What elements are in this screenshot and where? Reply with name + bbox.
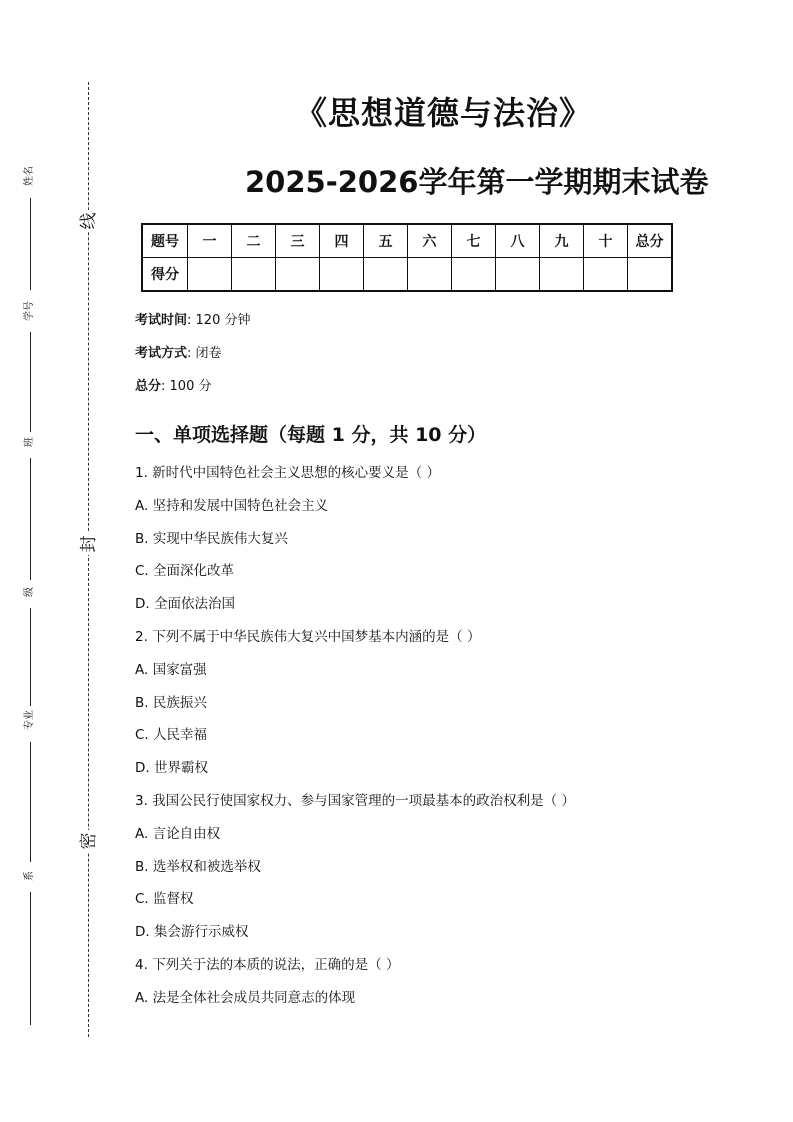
answer-option[interactable]: C. 全面深化改革 — [135, 563, 235, 580]
department-label: 系 — [24, 871, 35, 881]
answer-option[interactable]: D. 集会游行示威权 — [135, 924, 249, 941]
score-table-col: 六 — [408, 224, 452, 258]
grade-label: 级 — [24, 587, 35, 597]
question-stem: 4. 下列关于法的本质的说法，正确的是（ ） — [135, 956, 400, 973]
exam-method: 考试方式: 闭卷 — [135, 346, 222, 361]
score-table-col: 总分 — [628, 224, 673, 258]
student-id-fill-line[interactable] — [30, 332, 31, 432]
score-table-col: 十 — [584, 224, 628, 258]
score-cell[interactable] — [496, 258, 540, 292]
answer-option[interactable]: A. 法是全体社会成员共同意志的体现 — [135, 989, 356, 1006]
score-cell[interactable] — [452, 258, 496, 292]
student-id-label: 学号 — [24, 301, 35, 321]
major-fill-line[interactable] — [30, 742, 31, 862]
answer-option[interactable]: A. 坚持和发展中国特色社会主义 — [135, 497, 329, 514]
section-title: 一、单项选择题（每题 1 分，共 10 分） — [135, 424, 487, 446]
score-table-header-row — [142, 224, 672, 258]
seal-char-line: 线 — [78, 210, 100, 232]
exam-method-label: 考试方式 — [135, 346, 188, 361]
exam-subtitle: 2025-2026学年第一学期期末试卷 — [245, 165, 709, 199]
score-table-col: 四 — [320, 224, 364, 258]
seal-char-seal: 封 — [78, 533, 100, 555]
score-cell[interactable] — [232, 258, 276, 292]
answer-option[interactable]: C. 监督权 — [135, 891, 194, 908]
seal-char-secret: 密 — [78, 830, 100, 852]
score-table-score-label: 得分 — [142, 258, 188, 292]
score-cell[interactable] — [364, 258, 408, 292]
name-label: 姓名 — [24, 166, 35, 186]
score-table-score-row — [142, 258, 672, 292]
answer-option[interactable]: D. 世界霸权 — [135, 760, 208, 777]
major-label: 专业 — [24, 710, 35, 730]
answer-option[interactable]: A. 言论自由权 — [135, 825, 221, 842]
score-cell[interactable] — [540, 258, 584, 292]
score-table-col: 九 — [540, 224, 584, 258]
score-table-col: 七 — [452, 224, 496, 258]
answer-option[interactable]: B. 选举权和被选举权 — [135, 858, 261, 875]
exam-time-label: 考试时间 — [135, 313, 188, 328]
page-title: 《思想道德与法治》 — [295, 94, 593, 132]
score-cell[interactable] — [408, 258, 452, 292]
score-cell[interactable] — [320, 258, 364, 292]
answer-option[interactable]: D. 全面依法治国 — [135, 596, 235, 613]
question-stem: 3. 我国公民行使国家权力、参与国家管理的一项最基本的政治权利是（ ） — [135, 792, 575, 809]
exam-time-value: 120 分钟 — [195, 313, 251, 328]
exam-total-value: 100 分 — [169, 379, 212, 394]
score-table — [141, 223, 673, 292]
question-stem: 1. 新时代中国特色社会主义思想的核心要义是（ ） — [135, 465, 440, 481]
question-list — [135, 457, 575, 1015]
answer-option[interactable]: B. 实现中华民族伟大复兴 — [135, 530, 288, 547]
class-label: 班 — [24, 437, 35, 447]
class-fill-line[interactable] — [30, 458, 31, 580]
department-fill-line[interactable] — [30, 892, 31, 1025]
score-table-col: 五 — [364, 224, 408, 258]
score-table-col: 八 — [496, 224, 540, 258]
exam-time: 考试时间: 120 分钟 — [135, 313, 251, 328]
answer-option[interactable]: A. 国家富强 — [135, 661, 207, 678]
score-table-col: 三 — [276, 224, 320, 258]
score-table-row-label: 题号 — [142, 224, 188, 258]
answer-option[interactable]: B. 民族振兴 — [135, 694, 207, 711]
exam-total: 总分: 100 分 — [135, 379, 212, 394]
answer-option[interactable]: C. 人民幸福 — [135, 727, 208, 744]
exam-method-value: 闭卷 — [195, 346, 222, 361]
exam-total-label: 总分 — [135, 379, 162, 394]
grade-fill-line[interactable] — [30, 608, 31, 706]
score-cell[interactable] — [276, 258, 320, 292]
score-cell[interactable] — [188, 258, 232, 292]
name-fill-line[interactable] — [30, 198, 31, 290]
score-table-col: 二 — [232, 224, 276, 258]
score-cell[interactable] — [584, 258, 628, 292]
question-stem: 2. 下列不属于中华民族伟大复兴中国梦基本内涵的是（ ） — [135, 628, 481, 645]
score-table-col: 一 — [188, 224, 232, 258]
score-cell[interactable] — [628, 258, 673, 292]
